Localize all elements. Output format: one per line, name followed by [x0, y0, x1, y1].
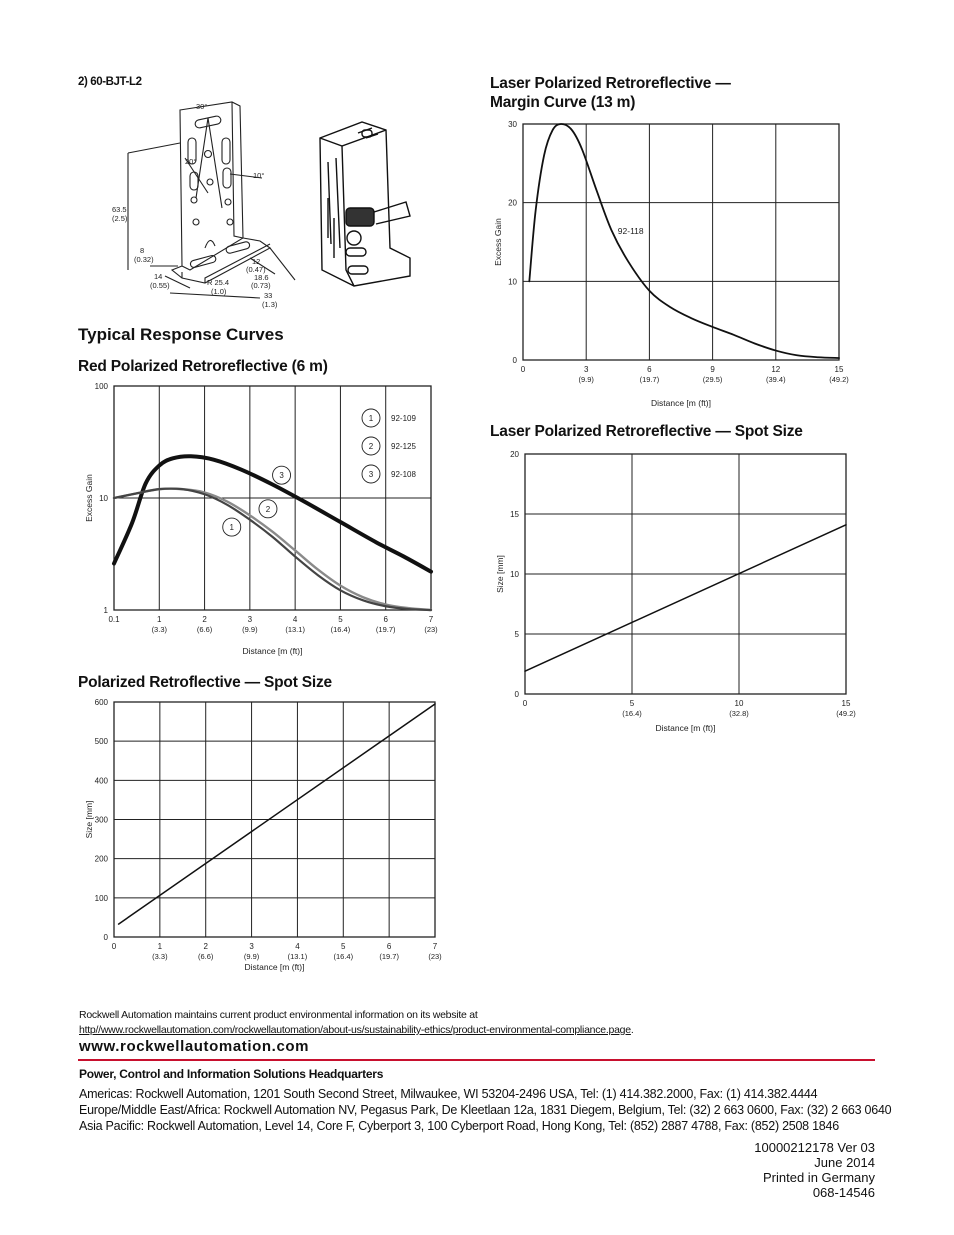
x-axis-label: Distance [m (ft)] — [242, 646, 303, 656]
dim-d1: 63.5 — [112, 205, 127, 214]
x-tick-sublabel: (29.5) — [702, 375, 723, 384]
series-label: 92-118 — [617, 226, 644, 237]
x-tick-sublabel: (19.7) — [379, 952, 399, 961]
x-tick-sublabel: (6.6) — [196, 625, 213, 634]
bracket-drawing — [110, 98, 430, 313]
y-axis-label: Size [mm] — [84, 800, 94, 839]
x-tick-label: 7 — [432, 942, 438, 951]
x-tick-sublabel: (49.2) — [836, 709, 856, 718]
x-tick-sublabel: (16.4) — [330, 625, 351, 634]
legend-label: 92-109 — [391, 414, 416, 423]
y-tick-label: 10 — [510, 570, 519, 579]
x-tick-label: 4 — [292, 615, 298, 624]
x-tick-sublabel: (32.8) — [729, 709, 749, 718]
y-tick-label: 500 — [94, 737, 108, 747]
x-tick-label: 5 — [341, 942, 346, 951]
x-tick-sublabel: (3.3) — [152, 952, 168, 961]
website[interactable]: www.rockwellautomation.com — [79, 1038, 310, 1055]
chart-grid — [525, 454, 846, 694]
x-tick-label: 15 — [834, 365, 844, 374]
x-tick-label: 4 — [295, 942, 300, 951]
doc-date: June 2014 — [814, 1155, 875, 1170]
y-axis-label: Excess Gain — [493, 218, 503, 266]
x-tick-sublabel: (9.9) — [243, 952, 260, 961]
chart-polarized-spot-size — [80, 694, 450, 979]
hq-emea: Europe/Middle East/Africa: Rockwell Automation NV, Pegasus Park, De Kleetlaan 12a, 1831 Diegem, Belgium, Tel: (32) 2 663 0600, Fax: (32) 2 663 0640 — [79, 1103, 892, 1117]
dim-angle2: 20° — [185, 157, 197, 166]
x-tick-label: 6 — [386, 942, 392, 951]
x-tick-label: 3 — [249, 942, 254, 951]
y-tick-label: 300 — [94, 815, 108, 825]
chart-red-polarized — [80, 378, 450, 663]
x-tick-sublabel: (49.2) — [829, 375, 849, 384]
hq-apac: Asia Pacific: Rockwell Automation, Level 14, Core F, Cyberport 3, 100 Cyberport Road, Hong Kong, Tel: (852) 2887 4788, Fax: (852) 2508 1846 — [79, 1119, 839, 1133]
section-title: Typical Response Curves — [78, 325, 284, 344]
x-tick-sublabel: (23) — [428, 952, 442, 961]
legend-label: 92-125 — [391, 442, 416, 451]
x-tick-label: 1 — [157, 615, 162, 624]
x-tick-label: 7 — [428, 615, 434, 624]
hq-title: Power, Control and Information Solutions Headquarters — [79, 1067, 384, 1081]
series-line — [119, 704, 435, 924]
dim-angle3: 10° — [253, 171, 265, 180]
legend-number: 1 — [368, 414, 374, 423]
dim-d2b: (0.32) — [134, 255, 154, 264]
x-tick-label: 0 — [520, 365, 526, 374]
y-tick-label: 0 — [514, 690, 519, 699]
chart-title-margin-line1: Laser Polarized Retroreflective — — [490, 75, 731, 92]
x-tick-sublabel: (3.3) — [151, 625, 167, 634]
y-axis-label: Excess Gain — [84, 474, 94, 522]
dim-d5b: (0.47) — [246, 265, 266, 274]
dim-d3: 14 — [154, 272, 163, 281]
dim-d2: 8 — [140, 246, 145, 255]
legend-label: 92-108 — [391, 470, 416, 479]
y-tick-label: 400 — [94, 776, 108, 786]
x-tick-label: 0 — [522, 699, 528, 708]
x-tick-sublabel: (13.1) — [287, 952, 308, 961]
env-compliance-link[interactable]: http//www.rockwellautomation.com/rockwellautomation/about-us/sustainability-ethics/product-environmental-compliance.page — [79, 1024, 631, 1036]
plot-frame — [523, 124, 839, 360]
dim-d4b: (1.0) — [211, 287, 227, 296]
x-tick-sublabel: (16.4) — [333, 952, 354, 961]
y-tick-label: 600 — [94, 698, 108, 707]
chart-title-laserspot: Laser Polarized Retroreflective — Spot Size — [490, 423, 803, 440]
y-tick-label: 10 — [508, 277, 517, 287]
x-tick-label: 12 — [771, 365, 781, 374]
dim-d4: R 25.4 — [207, 278, 230, 287]
x-tick-label: 10 — [734, 699, 744, 708]
x-tick-label: 0 — [111, 942, 117, 951]
x-tick-label: 0.1 — [108, 615, 120, 624]
doc-printed: Printed in Germany — [763, 1170, 875, 1185]
chart-laser-spot-size — [490, 444, 860, 744]
x-tick-label: 15 — [841, 699, 851, 708]
x-axis-label: Distance [m (ft)] — [244, 962, 305, 972]
dim-d7: 33 — [264, 291, 273, 300]
x-axis-label: Distance [m (ft)] — [651, 398, 711, 408]
series-marker-number: 2 — [265, 504, 271, 514]
y-tick-label: 20 — [508, 198, 517, 208]
dim-d5: 12 — [252, 257, 261, 266]
y-tick-label: 0 — [103, 933, 108, 942]
chart-title-margin-line2: Margin Curve (13 m) — [490, 94, 636, 111]
y-tick-label: 100 — [94, 382, 108, 391]
y-tick-label: 200 — [94, 854, 108, 864]
x-tick-label: 6 — [647, 365, 652, 374]
legend-number: 2 — [368, 442, 374, 451]
y-tick-label: 20 — [510, 450, 519, 459]
chart-title-red: Red Polarized Retroreflective (6 m) — [78, 358, 328, 375]
dim-d7b: (1.3) — [262, 300, 278, 309]
chart-grid — [114, 386, 431, 610]
y-tick-label: 0 — [512, 356, 517, 365]
y-tick-label: 10 — [99, 494, 108, 503]
x-tick-label: 3 — [247, 615, 253, 624]
x-tick-sublabel: (16.4) — [622, 709, 642, 718]
series-marker-number: 1 — [229, 523, 234, 533]
bracket-label: 2) 60-BJT-L2 — [78, 76, 142, 88]
x-tick-sublabel: (19.7) — [639, 375, 660, 384]
x-tick-sublabel: (9.9) — [578, 375, 594, 384]
y-tick-label: 1 — [103, 606, 108, 615]
chart-title-margin — [490, 74, 731, 112]
y-tick-label: 100 — [94, 893, 108, 903]
x-tick-sublabel: (19.7) — [375, 625, 396, 634]
y-axis-label: Size [mm] — [495, 555, 505, 593]
dim-d6: 18.6 — [254, 273, 269, 282]
y-tick-label: 30 — [508, 120, 517, 129]
env-text: Rockwell Automation maintains current product environmental information on its website at — [79, 1009, 478, 1021]
dim-angle1: 30° — [196, 102, 208, 111]
doc-info — [754, 1140, 875, 1200]
doc-number: 10000212178 Ver 03 — [754, 1140, 875, 1155]
dim-d1b: (2.5) — [112, 214, 128, 223]
x-tick-sublabel: (9.9) — [242, 625, 258, 634]
dim-d6b: (0.73) — [251, 281, 271, 290]
x-tick-label: 9 — [710, 365, 715, 374]
x-tick-label: 2 — [203, 942, 208, 951]
chart-laser-margin-curve — [490, 114, 860, 414]
hq-americas: Americas: Rockwell Automation, 1201 South Second Street, Milwaukee, WI 53204-2496 USA, Tel: (1) 414.382.2000, Fax: (1) 414.382.4444 — [79, 1087, 818, 1101]
x-tick-label: 5 — [338, 615, 343, 624]
series-line — [525, 525, 846, 671]
footer-rule — [78, 1059, 875, 1061]
series-line — [529, 124, 839, 358]
x-tick-sublabel: (13.1) — [285, 625, 305, 634]
x-axis-label: Distance [m (ft)] — [655, 723, 716, 733]
y-tick-label: 5 — [514, 630, 519, 639]
x-tick-sublabel: (39.4) — [766, 375, 786, 384]
x-tick-label: 6 — [383, 615, 388, 624]
legend-number: 3 — [368, 470, 374, 479]
y-tick-label: 15 — [510, 510, 519, 519]
x-tick-sublabel: (23) — [424, 625, 438, 634]
series-marker-number: 3 — [279, 471, 284, 481]
x-tick-sublabel: (6.6) — [198, 952, 214, 961]
x-tick-label: 5 — [629, 699, 635, 708]
x-tick-label: 3 — [583, 365, 589, 374]
x-tick-label: 2 — [202, 615, 207, 624]
dim-d3b: (0.55) — [150, 281, 170, 290]
x-tick-label: 1 — [157, 942, 163, 951]
doc-code: 068-14546 — [812, 1185, 875, 1200]
chart-grid — [523, 124, 839, 360]
env-link-dot: . — [630, 1024, 634, 1036]
chart-title-polspot: Polarized Retroflective — Spot Size — [78, 674, 332, 691]
